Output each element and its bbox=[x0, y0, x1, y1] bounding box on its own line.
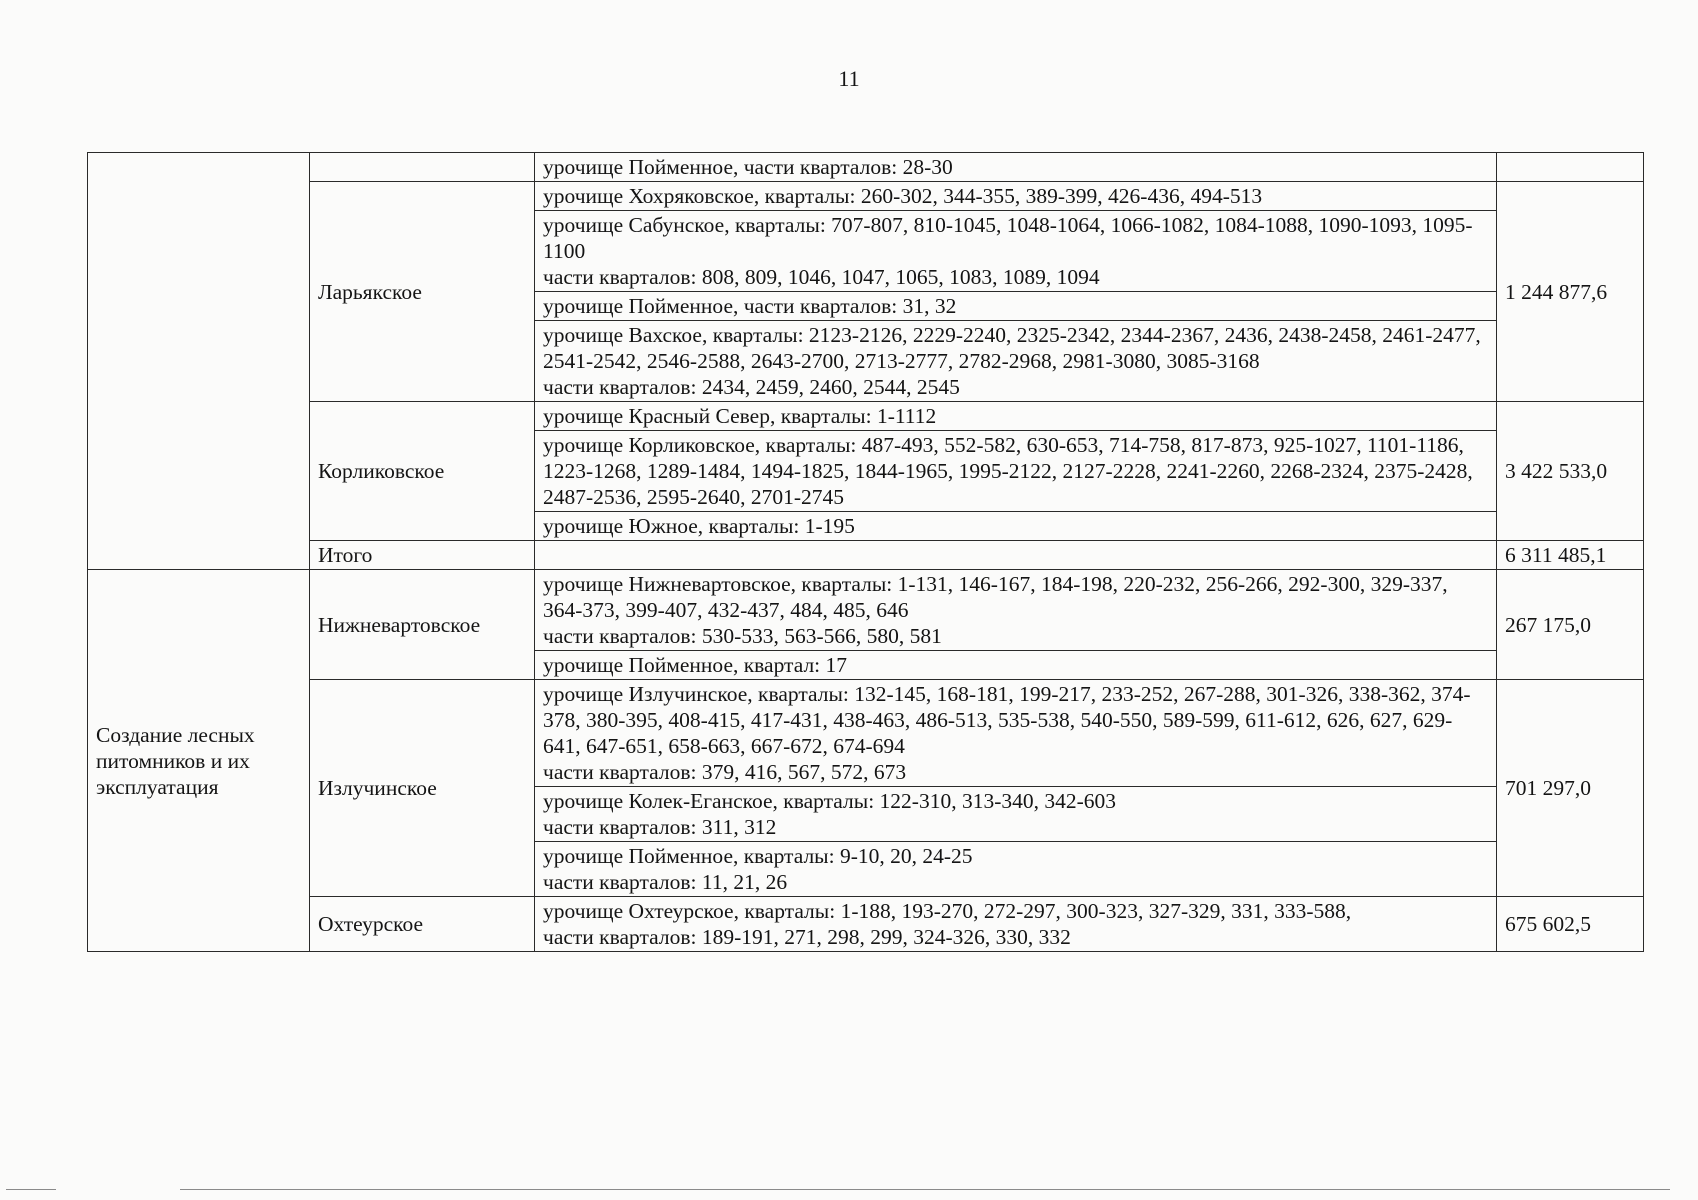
location-quarters: урочище Охтеурское, кварталы: 1-188, 193-270, 272-297, 300-323, 327-329, 331, 333-588, bbox=[543, 899, 1352, 923]
district-cell-empty bbox=[310, 153, 535, 182]
area-korlik: 3 422 533,0 bbox=[1497, 402, 1644, 541]
location-cell: урочище Пойменное, части кварталов: 31, 32 bbox=[535, 292, 1497, 321]
location-cell: урочище Корликовское, кварталы: 487-493, 552-582, 630-653, 714-758, 817-873, 925-1027, 1101-1186, 1223-1268, 1289-1484, 1494-1825, 1844-1965, 1995-2122, 2127-2228, 2241-2260, 2268-2324, 2375-2428, 2487-2536, 2595-2640, 2701-2745 bbox=[535, 431, 1497, 512]
area-nizhnevart: 267 175,0 bbox=[1497, 570, 1644, 680]
district-nizhnevart: Нижневартовское bbox=[310, 570, 535, 680]
total-empty-cell bbox=[535, 541, 1497, 570]
table-row bbox=[88, 680, 1644, 787]
location-partial-quarters: части кварталов: 2434, 2459, 2460, 2544, 2545 bbox=[543, 375, 960, 399]
location-quarters: урочище Сабунское, кварталы: 707-807, 810-1045, 1048-1064, 1066-1082, 1084-1088, 1090-1093, 1095-1100 bbox=[543, 213, 1473, 263]
location-cell bbox=[535, 680, 1497, 787]
location-quarters: урочище Нижневартовское, кварталы: 1-131, 146-167, 184-198, 220-232, 256-266, 292-300, 329-337, 364-373, 399-407, 432-437, 484, 485, 646 bbox=[543, 572, 1448, 622]
forest-quarters-table bbox=[87, 152, 1644, 952]
location-cell: урочище Пойменное, части кварталов: 28-30 bbox=[535, 153, 1497, 182]
table-row bbox=[88, 570, 1644, 651]
total-row bbox=[88, 541, 1644, 570]
location-quarters: урочище Вахское, кварталы: 2123-2126, 2229-2240, 2325-2342, 2344-2367, 2436, 2438-2458, 2461-2477, 2541-2542, 2546-2588, 2643-2700, 2713-2777, 2782-2968, 2981-3080, 3085-3168 bbox=[543, 323, 1481, 373]
location-cell bbox=[535, 211, 1497, 292]
district-okhte: Охтеурское bbox=[310, 897, 535, 952]
area-laryak: 1 244 877,6 bbox=[1497, 182, 1644, 402]
footer-rule-short bbox=[6, 1189, 56, 1190]
table-row bbox=[88, 402, 1644, 431]
location-quarters: урочище Пойменное, кварталы: 9-10, 20, 24-25 bbox=[543, 844, 973, 868]
area-izluch: 701 297,0 bbox=[1497, 680, 1644, 897]
location-quarters: урочище Колек-Еганское, кварталы: 122-310, 313-340, 342-603 bbox=[543, 789, 1117, 813]
total-value: 6 311 485,1 bbox=[1497, 541, 1644, 570]
location-cell bbox=[535, 897, 1497, 952]
activity-nursery: Создание лесных питомников и их эксплуатация bbox=[88, 570, 310, 952]
location-cell: урочище Красный Север, кварталы: 1-1112 bbox=[535, 402, 1497, 431]
location-cell bbox=[535, 842, 1497, 897]
area-cell-empty bbox=[1497, 153, 1644, 182]
location-cell bbox=[535, 321, 1497, 402]
location-partial-quarters: части кварталов: 379, 416, 567, 572, 673 bbox=[543, 760, 907, 784]
location-cell: урочище Пойменное, квартал: 17 bbox=[535, 651, 1497, 680]
location-quarters: урочище Излучинское, кварталы: 132-145, 168-181, 199-217, 233-252, 267-288, 301-326, 338-362, 374-378, 380-395, 408-415, 417-431, 438-463, 486-513, 535-538, 540-550, 589-599, 611-612, 626, 627, 629-641, 647-651, 658-663, 667-672, 674-694 bbox=[543, 682, 1471, 758]
location-cell bbox=[535, 570, 1497, 651]
location-cell: урочище Хохряковское, кварталы: 260-302, 344-355, 389-399, 426-436, 494-513 bbox=[535, 182, 1497, 211]
location-partial-quarters: части кварталов: 11, 21, 26 bbox=[543, 870, 788, 894]
area-okhte: 675 602,5 bbox=[1497, 897, 1644, 952]
district-korlik: Корликовское bbox=[310, 402, 535, 541]
location-partial-quarters: части кварталов: 530-533, 563-566, 580, 581 bbox=[543, 624, 942, 648]
district-laryak: Ларьякское bbox=[310, 182, 535, 402]
footer-rule bbox=[180, 1189, 1670, 1190]
location-partial-quarters: части кварталов: 189-191, 271, 298, 299, 324-326, 330, 332 bbox=[543, 925, 1071, 949]
location-partial-quarters: части кварталов: 808, 809, 1046, 1047, 1065, 1083, 1089, 1094 bbox=[543, 265, 1100, 289]
total-label: Итого bbox=[310, 541, 535, 570]
table-row bbox=[88, 897, 1644, 952]
location-partial-quarters: части кварталов: 311, 312 bbox=[543, 815, 777, 839]
district-izluch: Излучинское bbox=[310, 680, 535, 897]
location-cell: урочище Южное, кварталы: 1-195 bbox=[535, 512, 1497, 541]
location-cell bbox=[535, 787, 1497, 842]
page-number: 11 bbox=[838, 66, 860, 91]
table-row bbox=[88, 182, 1644, 211]
activity-cell-empty bbox=[88, 153, 310, 570]
table-row bbox=[88, 153, 1644, 182]
